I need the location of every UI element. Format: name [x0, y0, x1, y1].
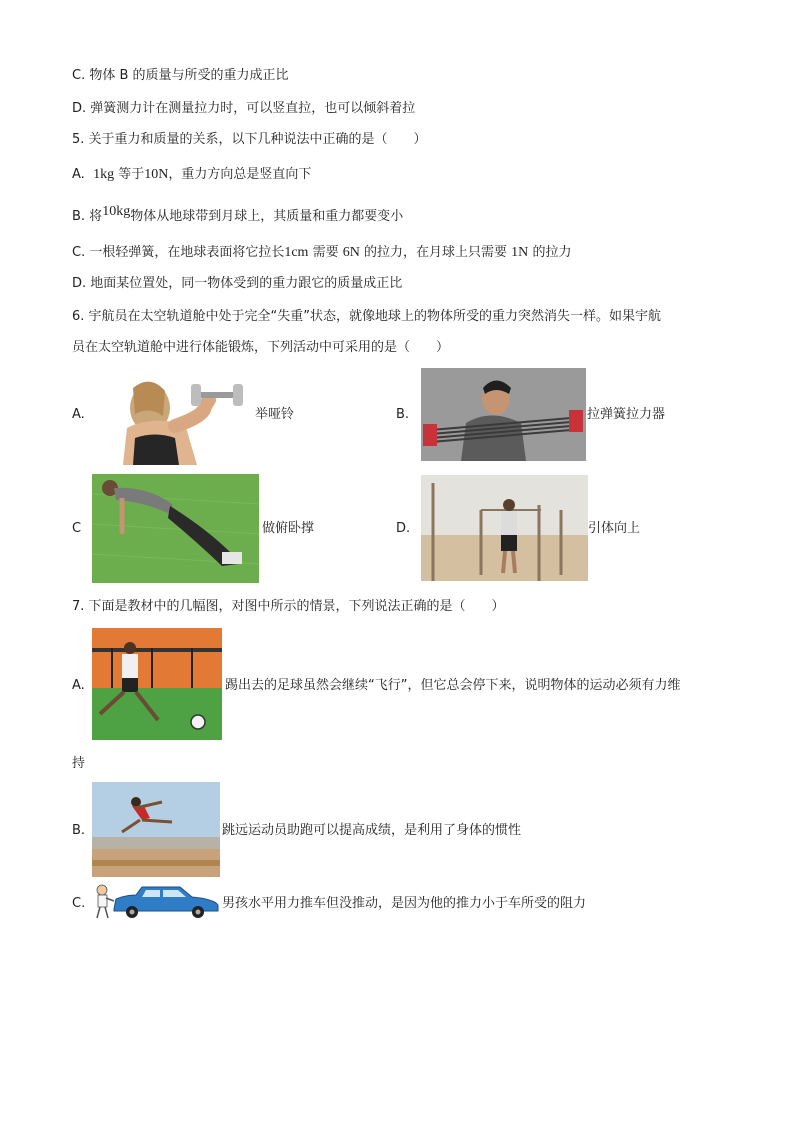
push-car-illustration	[92, 883, 222, 921]
q7-option-a-continuation: 持	[72, 756, 86, 771]
q7-option-c-label: C.	[72, 896, 86, 911]
q7-stem: 7. 下面是教材中的几幅图，对图中所示的情景，下列说法正确的是（ ）	[72, 599, 505, 614]
q6-option-c-text: 做俯卧撑	[262, 521, 315, 536]
q5-option-b: B. 将10kg物体从地球带到月球上，其质量和重力都要变小	[72, 204, 404, 224]
q7-option-b-text: 跳远运动员助跑可以提高成绩，是利用了身体的惯性	[222, 823, 522, 838]
soccer-kick-illustration	[92, 628, 222, 740]
pull-up-photo	[421, 475, 588, 581]
q6-option-b-text: 拉弹簧拉力器	[587, 407, 666, 422]
q7-option-b-label: B.	[72, 823, 86, 838]
q6-option-d-label: D.	[396, 521, 411, 536]
spring-expander-illustration	[421, 368, 586, 461]
push-up-illustration	[92, 474, 259, 583]
q6-stem-line2: 员在太空轨道舱中进行体能锻炼，下列活动中可采用的是（ ）	[72, 340, 450, 355]
q5-option-c: C. 一根轻弹簧，在地球表面将它拉长1cm 需要 6N 的拉力，在月球上只需要 1N 的拉力	[72, 245, 572, 260]
q6-option-a-label: A.	[72, 407, 85, 422]
q6-option-b-label: B.	[396, 407, 410, 422]
q5-option-a: A. 1kg 等于10N，重力方向总是竖直向下	[72, 167, 312, 182]
long-jump-photo	[92, 782, 220, 877]
q7-option-c-text: 男孩水平用力推车但没推动，是因为他的推力小于车所受的阻力	[222, 896, 587, 911]
dumbbell-illustration	[105, 366, 253, 465]
push-up-photo	[92, 474, 259, 583]
q4-option-d: D. 弹簧测力计在测量拉力时，可以竖直拉，也可以倾斜着拉	[72, 101, 416, 116]
soccer-kick-photo	[92, 628, 222, 740]
q7-option-a-label: A.	[72, 678, 85, 693]
long-jump-illustration	[92, 782, 220, 877]
q6-stem-line1: 6. 宇航员在太空轨道舱中处于完全“失重”状态，就像地球上的物体所受的重力突然消失一样。如果宇航	[72, 309, 662, 324]
q4-option-c: C. 物体 B 的质量与所受的重力成正比	[72, 68, 289, 83]
boy-pushing-car-illustration	[92, 883, 222, 921]
pull-up-illustration	[421, 475, 588, 581]
q6-option-d-text: 引体向上	[588, 521, 641, 536]
q5-option-d: D. 地面某位置处，同一物体受到的重力跟它的质量成正比	[72, 276, 403, 291]
spring-expander-photo	[421, 368, 586, 461]
q7-option-a-text: 踢出去的足球虽然会继续“飞行”，但它总会停下来，说明物体的运动必须有力维	[225, 678, 681, 693]
dumbbell-photo	[105, 366, 253, 465]
q6-option-a-text: 举哑铃	[255, 407, 295, 422]
q6-option-c-label: C	[72, 521, 82, 536]
q5-stem: 5. 关于重力和质量的关系，以下几种说法中正确的是（ ）	[72, 132, 427, 147]
